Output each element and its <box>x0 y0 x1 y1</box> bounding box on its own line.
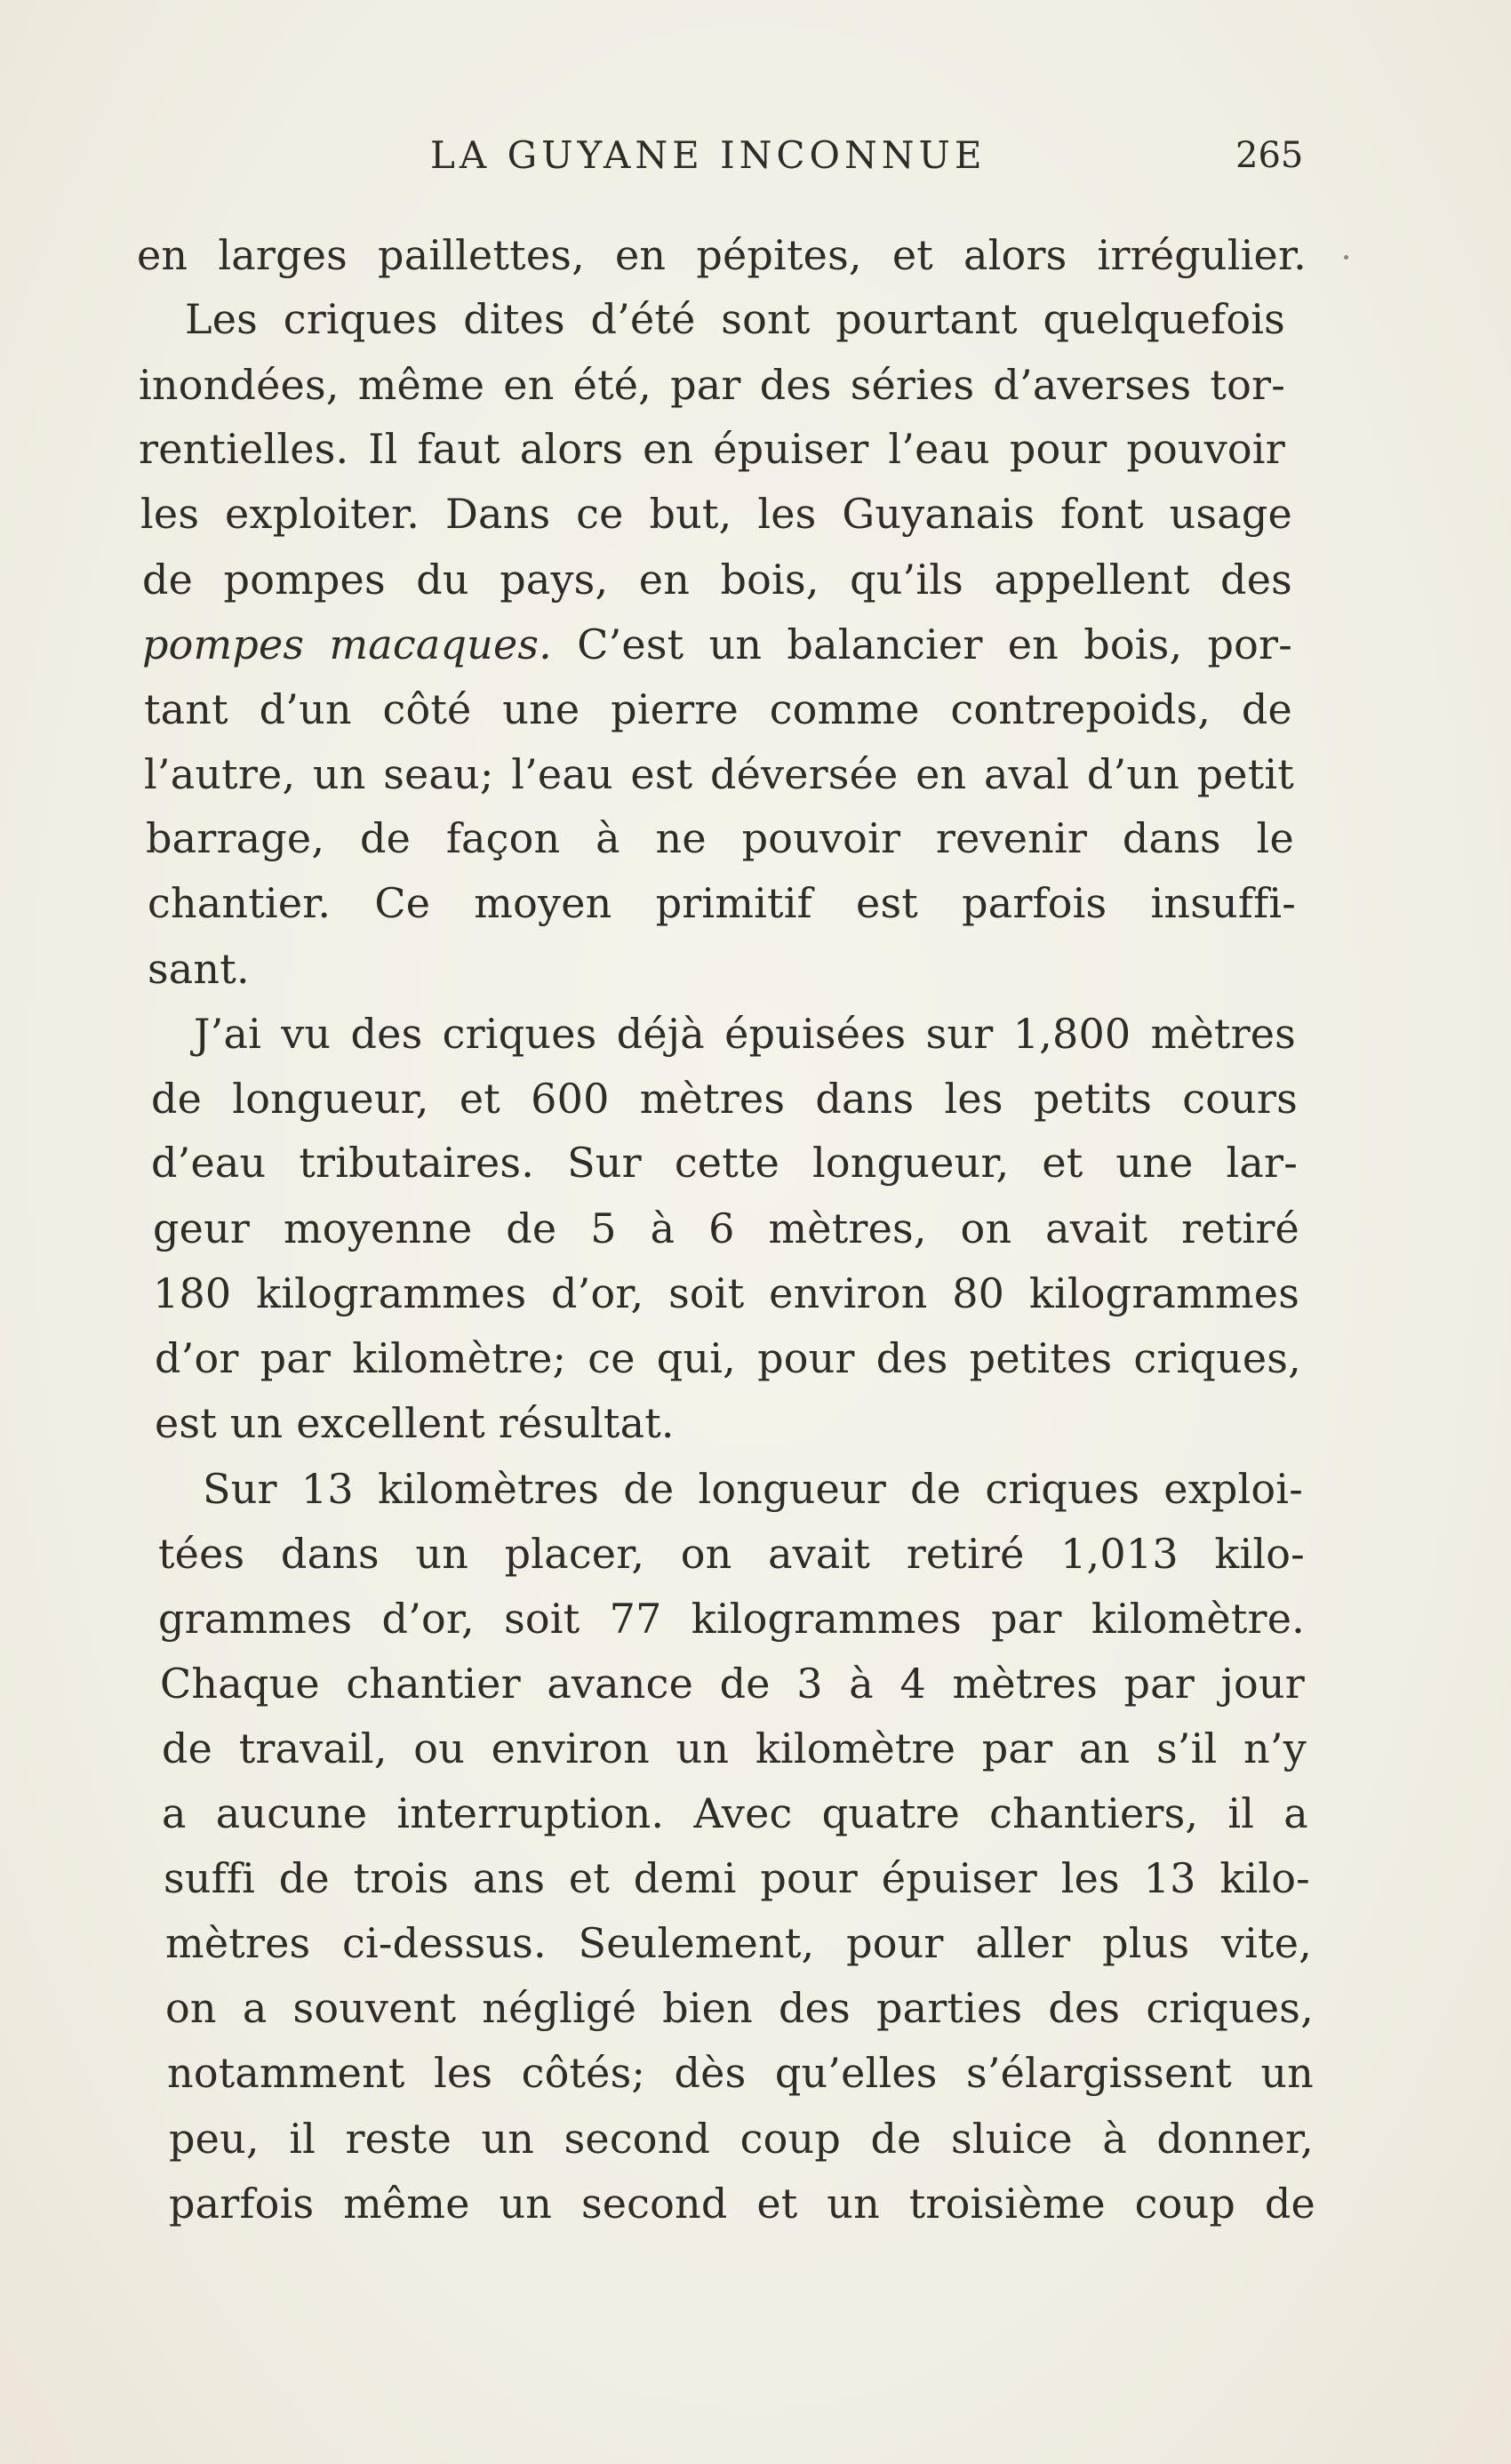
word: des <box>875 1334 948 1382</box>
text-line <box>142 551 1292 608</box>
word: pays, <box>500 556 609 604</box>
word: pour <box>760 1854 858 1902</box>
word: dès <box>674 2049 747 2097</box>
word: geur <box>153 1204 251 1252</box>
word: coup <box>740 2115 841 2163</box>
word: une <box>1115 1139 1194 1187</box>
word: en <box>1007 620 1059 668</box>
word: dans <box>280 1530 380 1578</box>
word: épuiser <box>713 425 869 473</box>
word: Ce <box>374 879 431 927</box>
word: coup <box>1134 2180 1235 2228</box>
word: chantiers, <box>989 1789 1199 1837</box>
text-line <box>164 1850 1310 1907</box>
word: par <box>1123 1660 1195 1708</box>
word: Avec <box>693 1789 793 1837</box>
text-line <box>155 1330 1301 1387</box>
word: C’est <box>577 620 684 668</box>
word: cours <box>1182 1075 1298 1123</box>
word: environ <box>491 1724 650 1772</box>
text-line <box>151 1134 1298 1191</box>
text-line <box>139 420 1285 477</box>
word: pouvoir <box>741 814 901 862</box>
word: en <box>615 231 667 279</box>
word: d’un <box>259 685 352 733</box>
word: donner, <box>1156 2115 1314 2163</box>
word: plus <box>1102 1919 1190 1967</box>
word: ci-dessus. <box>342 1919 547 1967</box>
word: par <box>991 1595 1062 1643</box>
word: tributaires. <box>299 1139 535 1187</box>
word: a <box>242 1984 268 2032</box>
text-line <box>162 1720 1307 1777</box>
word: balancier <box>787 620 983 668</box>
word: il <box>289 2115 316 2163</box>
word: exploiter. <box>225 490 420 538</box>
word: côtés; <box>521 2049 646 2097</box>
word: un <box>827 2180 880 2228</box>
word: de <box>719 1660 771 1708</box>
word: placer, <box>504 1530 645 1578</box>
word: des <box>350 1010 423 1058</box>
text-line <box>162 1785 1308 1842</box>
word: quelquefois <box>1043 295 1285 343</box>
word: une <box>502 685 580 733</box>
word: longueur <box>698 1465 886 1513</box>
text-line <box>146 810 1294 867</box>
word: revenir <box>935 814 1088 862</box>
word: déversée <box>709 750 899 798</box>
word: est <box>856 879 918 927</box>
text-line: est un excellent résultat. <box>155 1399 675 1447</box>
word: retiré <box>906 1530 1025 1578</box>
word: les <box>944 1075 1003 1123</box>
word: pourtant <box>835 295 1018 343</box>
word: kilogrammes <box>256 1269 527 1317</box>
word: lar- <box>1226 1139 1298 1187</box>
text-line: sant. <box>148 945 250 993</box>
word: ce <box>588 1334 636 1382</box>
word: Guyanais <box>842 490 1035 538</box>
word: kilomètres <box>377 1465 600 1513</box>
word: J’ai <box>194 1010 261 1058</box>
word: bois, <box>720 556 819 604</box>
word: troisième <box>908 2180 1106 2228</box>
word: ans <box>472 1854 546 1902</box>
word: des <box>1048 1984 1121 2032</box>
word: trois <box>353 1854 450 1902</box>
word: criques, <box>1133 1334 1301 1382</box>
text-line <box>165 1980 1314 2036</box>
word: criques <box>442 1010 597 1058</box>
word: d’or <box>155 1334 239 1382</box>
word: 13 <box>1143 1854 1196 1902</box>
word: de <box>151 1075 203 1123</box>
word: on <box>165 1984 217 2032</box>
word: Chaque <box>160 1660 320 1708</box>
word: aucune <box>215 1789 368 1837</box>
text-line <box>137 227 1307 284</box>
word: en <box>643 425 694 473</box>
word: par <box>981 1724 1053 1772</box>
text-line <box>144 681 1292 738</box>
word: pour <box>846 1919 944 1967</box>
word: Sur <box>567 1139 642 1187</box>
word: à <box>650 1204 676 1252</box>
text-line <box>151 1070 1298 1127</box>
word: cette <box>674 1139 779 1187</box>
word: l’eau <box>511 750 613 798</box>
word: de <box>278 1854 330 1902</box>
word: on <box>960 1204 1012 1252</box>
word: kilogrammes <box>1028 1269 1299 1317</box>
word: de <box>870 2115 922 2163</box>
word: pierre <box>611 685 739 733</box>
word: de <box>623 1465 675 1513</box>
word: en <box>915 750 967 798</box>
word: chantier. <box>148 879 332 927</box>
word: un <box>676 1724 730 1772</box>
word: d’or, <box>381 1595 475 1643</box>
word: un <box>1260 2049 1314 2097</box>
word: 3 <box>796 1660 823 1708</box>
word: déjà <box>616 1010 705 1058</box>
word: font <box>1060 490 1144 538</box>
word: vu <box>281 1010 332 1058</box>
word: ce <box>576 490 624 538</box>
word: kilo- <box>1219 1854 1310 1902</box>
word: primitif <box>655 879 812 927</box>
word: longueur, <box>812 1139 1010 1187</box>
word: par <box>260 1334 332 1382</box>
word: un <box>312 750 366 798</box>
word: soit <box>504 1595 580 1643</box>
text-line <box>185 291 1285 348</box>
word: environ <box>769 1269 928 1317</box>
text-line <box>153 1265 1299 1322</box>
word: criques <box>985 1465 1140 1513</box>
word: por- <box>1207 620 1292 668</box>
word: n’y <box>1243 1724 1307 1772</box>
word: d’été <box>590 295 696 343</box>
word: irrégulier. <box>1097 231 1307 279</box>
word: Sur <box>203 1465 277 1513</box>
word: mètres, <box>768 1204 927 1252</box>
word: un <box>499 2180 553 2228</box>
text-line <box>140 485 1292 542</box>
word: épuiser <box>881 1854 1037 1902</box>
word: moyen <box>474 879 612 927</box>
word: épuisées <box>724 1010 907 1058</box>
running-title: LA GUYANE INCONNUE <box>430 133 987 177</box>
word: rentielles. <box>139 425 349 473</box>
word: comme <box>769 685 920 733</box>
word: des <box>759 361 832 409</box>
word: on <box>680 1530 732 1578</box>
word: criques, <box>1146 1984 1314 2032</box>
word: seau; <box>383 750 494 798</box>
text-line <box>158 1525 1305 1582</box>
word: qu’elles <box>774 2049 938 2097</box>
word: en <box>638 556 691 604</box>
word: longueur, <box>232 1075 429 1123</box>
word: grammes <box>158 1595 353 1643</box>
word: suffi <box>164 1854 255 1902</box>
word: de <box>1241 685 1292 733</box>
word: 13 <box>300 1465 354 1513</box>
word: pour <box>757 1334 855 1382</box>
word: vite, <box>1220 1919 1312 1967</box>
text-line <box>160 1655 1305 1712</box>
word: kilomètre. <box>1091 1595 1305 1643</box>
word: des <box>779 1984 851 2032</box>
word: quatre <box>821 1789 961 1837</box>
word: sont <box>721 295 811 343</box>
word: 6 <box>708 1204 735 1252</box>
word: avait <box>1045 1204 1148 1252</box>
word: tant <box>144 685 228 733</box>
word: Les <box>185 295 258 343</box>
word: a <box>1283 1789 1308 1837</box>
word: négligé <box>482 1984 637 2032</box>
word: les <box>757 490 817 538</box>
word: et <box>756 2180 798 2228</box>
word: même <box>343 2180 470 2228</box>
word: de <box>162 1724 213 1772</box>
word: un <box>481 2115 535 2163</box>
word: s’il <box>1155 1724 1218 1772</box>
word: soit <box>668 1269 745 1317</box>
word: pour <box>1009 425 1107 473</box>
word: pompes <box>223 556 386 604</box>
text-line <box>139 356 1285 413</box>
word: aller <box>975 1919 1071 1967</box>
word: usage <box>1169 490 1292 538</box>
word: kilomètre; <box>352 1334 567 1382</box>
word: les <box>140 490 200 538</box>
word: but, <box>649 490 732 538</box>
word: notamment <box>167 2049 405 2097</box>
text-line <box>153 1200 1299 1257</box>
word: petites <box>969 1334 1113 1382</box>
word: de <box>1264 2180 1315 2228</box>
word: de <box>142 556 194 604</box>
word: côté <box>382 685 472 733</box>
page-number: 265 <box>1235 135 1304 176</box>
word: souvent <box>292 1984 457 2032</box>
word: parfois <box>962 879 1107 927</box>
word: dites <box>463 295 565 343</box>
text-line <box>203 1460 1303 1517</box>
word: par <box>670 361 741 409</box>
text-line <box>169 2175 1315 2232</box>
word: et <box>568 1854 611 1902</box>
word: le <box>1256 814 1294 862</box>
word: même <box>357 361 485 409</box>
word: appellent <box>994 556 1190 604</box>
word: bien <box>662 1984 753 2032</box>
word: séries <box>850 361 975 409</box>
word: second <box>564 2115 711 2163</box>
word: avance <box>547 1660 694 1708</box>
word: aval <box>983 750 1070 798</box>
word: criques <box>283 295 438 343</box>
word: petit <box>1196 750 1294 798</box>
word: alors <box>963 231 1067 279</box>
word: qui, <box>656 1334 736 1382</box>
word: et <box>891 231 933 279</box>
word: d’un <box>1086 750 1180 798</box>
word: kilomètre <box>755 1724 956 1772</box>
word: peu, <box>169 2115 260 2163</box>
text-line <box>194 1005 1296 1062</box>
word: alors <box>519 425 624 473</box>
word: est <box>630 750 693 798</box>
text-line <box>169 2110 1314 2167</box>
word: du <box>416 556 469 604</box>
word: ne <box>655 814 707 862</box>
word: demi <box>633 1854 737 1902</box>
word: interruption. <box>396 1789 665 1837</box>
word: sluice <box>951 2115 1073 2163</box>
word: ou <box>413 1724 466 1772</box>
word: bois, <box>1083 620 1183 668</box>
word: à <box>596 814 620 862</box>
text-line <box>142 616 1292 673</box>
word: insuffi- <box>1150 879 1296 927</box>
word: dans <box>815 1075 915 1123</box>
word: d’averses <box>993 361 1192 409</box>
word: à <box>1102 2115 1127 2163</box>
word: mètres <box>1150 1010 1296 1058</box>
word: pompes <box>142 620 305 668</box>
word: 600 <box>531 1075 610 1123</box>
word: larges <box>218 231 348 279</box>
word: à <box>849 1660 874 1708</box>
word: d’eau <box>151 1139 267 1187</box>
word: macaques. <box>329 620 553 668</box>
word: un <box>708 620 763 668</box>
word: inondées, <box>139 361 340 409</box>
word: Dans <box>444 490 551 538</box>
word: mètres <box>165 1919 311 1967</box>
word: l’autre, <box>144 750 296 798</box>
word: d’or, <box>551 1269 644 1317</box>
word: retiré <box>1181 1204 1299 1252</box>
word: Il <box>368 425 398 473</box>
word: Seulement, <box>578 1919 815 1967</box>
word: 80 <box>952 1269 1005 1317</box>
text-line <box>148 875 1296 932</box>
word: tées <box>158 1530 245 1578</box>
word: pouvoir <box>1126 425 1285 473</box>
word: pépites, <box>696 231 862 279</box>
word: reste <box>345 2115 452 2163</box>
word: de <box>506 1204 557 1252</box>
word: faut <box>417 425 500 473</box>
word: les <box>1060 1854 1120 1902</box>
word: kilogrammes <box>691 1595 962 1643</box>
text-line <box>158 1590 1305 1647</box>
word: parties <box>875 1984 1023 2032</box>
word: travail, <box>238 1724 388 1772</box>
text-line <box>165 1915 1312 1972</box>
word: an <box>1078 1724 1131 1772</box>
text-line <box>144 746 1294 803</box>
word: 1,013 <box>1060 1530 1179 1578</box>
text-line <box>167 2044 1314 2101</box>
word: 4 <box>899 1660 926 1708</box>
word: barrage, <box>146 814 325 862</box>
word: l’eau <box>888 425 990 473</box>
word: jour <box>1220 1660 1305 1708</box>
word: dans <box>1122 814 1221 862</box>
word: moyenne <box>283 1204 473 1252</box>
word: en <box>503 361 555 409</box>
word: 5 <box>590 1204 617 1252</box>
word: 77 <box>609 1595 662 1643</box>
word: petits <box>1033 1075 1153 1123</box>
word: de <box>359 814 412 862</box>
word: tor- <box>1210 361 1285 409</box>
word: de <box>910 1465 962 1513</box>
word: a <box>162 1789 187 1837</box>
word: été, <box>572 361 652 409</box>
word: façon <box>445 814 561 862</box>
word: mètres <box>639 1075 786 1123</box>
word: kilo- <box>1214 1530 1305 1578</box>
word: mètres <box>952 1660 1098 1708</box>
word: et <box>459 1075 500 1123</box>
word: parfois <box>169 2180 315 2228</box>
word: 1,800 <box>1012 1010 1131 1058</box>
word: contrepoids, <box>950 685 1211 733</box>
word: s’élargissent <box>966 2049 1232 2097</box>
word: avait <box>768 1530 871 1578</box>
word: second <box>580 2180 728 2228</box>
word: et <box>1042 1139 1083 1187</box>
word: en <box>137 231 188 279</box>
word: des <box>1220 556 1292 604</box>
word: 180 <box>153 1269 232 1317</box>
word: il <box>1227 1789 1255 1837</box>
word: sur <box>925 1010 994 1058</box>
word: chantier <box>346 1660 521 1708</box>
word: les <box>434 2049 493 2097</box>
word: paillettes, <box>378 231 585 279</box>
word: exploi- <box>1163 1465 1303 1513</box>
word: qu’ils <box>850 556 963 604</box>
word: un <box>415 1530 469 1578</box>
